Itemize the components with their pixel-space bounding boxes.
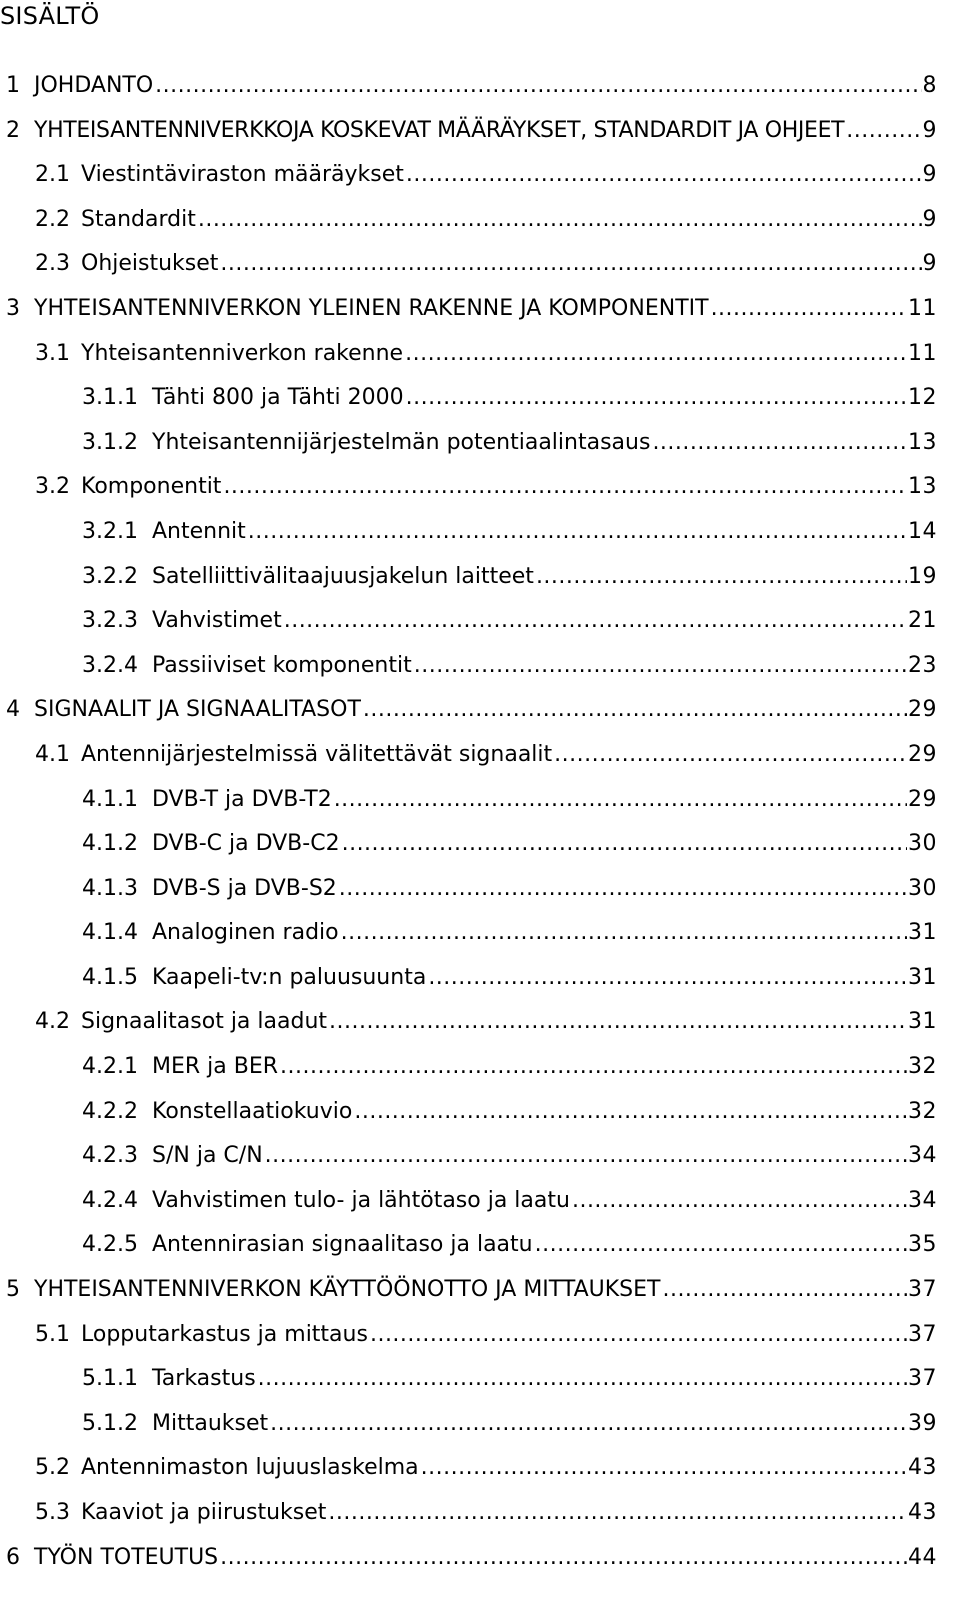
- toc-entry-page: 9: [922, 117, 937, 143]
- toc-entry-number: 2.3: [35, 251, 70, 277]
- toc-entry[interactable]: [0, 287, 937, 332]
- toc-dot-leader: [652, 421, 907, 465]
- toc-dot-leader: [405, 332, 907, 376]
- toc-entry-page: 9: [922, 162, 937, 188]
- toc-entry-page: 9: [922, 251, 937, 277]
- toc-entry-number: 2: [6, 117, 20, 143]
- toc-dot-leader: [248, 510, 907, 554]
- toc-entry[interactable]: [0, 1223, 937, 1268]
- toc-dot-leader: [662, 1268, 907, 1312]
- toc-entry-number: 4.2.1: [82, 1054, 138, 1080]
- toc-entry-title: Standardit: [81, 206, 196, 232]
- toc-entry-title: SIGNAALIT JA SIGNAALITASOT: [34, 697, 361, 723]
- toc-entry[interactable]: [0, 1446, 937, 1491]
- toc-entry-title: YHTEISANTENNIVERKON KÄYTTÖÖNOTTO JA MITTAUKSET: [34, 1277, 661, 1303]
- toc-entry-page: 30: [908, 831, 937, 857]
- toc-entry-number: 3.1: [35, 340, 70, 366]
- toc-dot-leader: [711, 287, 907, 331]
- toc-entry-page: 29: [908, 741, 937, 767]
- toc-entry-page: 8: [922, 73, 937, 98]
- toc-entry[interactable]: [0, 332, 937, 377]
- toc-dot-leader: [414, 644, 907, 688]
- toc-entry[interactable]: [0, 465, 937, 510]
- toc-dot-leader: [428, 956, 907, 1000]
- toc-entry-number: 3.2.2: [82, 563, 138, 589]
- toc-dot-leader: [370, 1313, 907, 1357]
- toc-dot-leader: [223, 465, 907, 509]
- toc-entry-number: 5: [6, 1277, 20, 1303]
- toc-entry-title: Lopputarkastus ja mittaus: [81, 1321, 368, 1347]
- toc-entry-number: 4.1.5: [82, 964, 138, 990]
- toc-entry-number: 6: [6, 1544, 20, 1570]
- toc-entry-number: 4.1.3: [82, 875, 138, 901]
- toc-dot-leader: [198, 198, 922, 242]
- toc-entry-page: 34: [908, 1187, 937, 1213]
- toc-dot-leader: [846, 109, 921, 153]
- toc-entry[interactable]: [0, 1313, 937, 1358]
- toc-entry-title: Viestintäviraston määräykset: [81, 162, 404, 188]
- toc-entry[interactable]: [0, 1491, 937, 1536]
- toc-entry-number: 4.1: [35, 741, 70, 767]
- toc-entry-title: Analoginen radio: [152, 920, 339, 946]
- toc-entry-page: 32: [908, 1098, 937, 1124]
- toc-entry-number: 4.1.4: [82, 920, 138, 946]
- toc-entry-title: Mittaukset: [152, 1410, 269, 1436]
- toc-entry-page: 37: [908, 1321, 937, 1347]
- toc-entry-number: 4.2.2: [82, 1098, 138, 1124]
- toc-dot-leader: [334, 778, 907, 822]
- toc-entry-page: 13: [908, 474, 937, 500]
- toc-dot-leader: [265, 1134, 907, 1178]
- toc-entry-number: 3: [6, 295, 20, 321]
- toc-entry[interactable]: [0, 599, 937, 644]
- toc-list: [0, 64, 937, 1580]
- toc-entry-title: Antennit: [152, 518, 246, 544]
- toc-entry-title: DVB-S ja DVB-S2: [152, 875, 337, 901]
- toc-entry[interactable]: [0, 911, 937, 956]
- toc-dot-leader: [220, 242, 921, 286]
- toc-entry-page: 9: [922, 206, 937, 232]
- toc-entry[interactable]: [0, 109, 937, 154]
- toc-entry-title: Yhteisantenniverkon rakenne: [81, 340, 404, 366]
- toc-dot-leader: [339, 867, 907, 911]
- toc-entry-page: 23: [908, 652, 937, 678]
- toc-entry-page: 37: [908, 1277, 937, 1303]
- toc-entry-title: Tarkastus: [152, 1366, 256, 1392]
- toc-dot-leader: [536, 555, 907, 599]
- toc-entry-page: 32: [908, 1054, 937, 1080]
- toc-entry[interactable]: [0, 64, 937, 109]
- toc-entry-title: Kaapeli-tv:n paluusuunta: [152, 964, 427, 990]
- toc-entry-number: 4.2.3: [82, 1143, 138, 1169]
- toc-entry-title: Kaaviot ja piirustukset: [81, 1500, 327, 1525]
- toc-entry-number: 3.2: [35, 474, 70, 500]
- toc-entry[interactable]: [0, 510, 937, 555]
- toc-entry[interactable]: [0, 1045, 937, 1090]
- toc-entry-title: DVB-T ja DVB-T2: [152, 786, 332, 812]
- toc-entry-page: 44: [908, 1544, 937, 1570]
- toc-dot-leader: [328, 1491, 907, 1535]
- toc-entry-title: Satelliittivälitaajuusjakelun laitteet: [152, 563, 534, 589]
- toc-entry-title: DVB-C ja DVB-C2: [152, 831, 340, 857]
- toc-entry-page: 11: [908, 340, 937, 366]
- toc-dot-leader: [329, 1000, 907, 1044]
- toc-entry-page: 37: [908, 1366, 937, 1392]
- toc-entry-title: MER ja BER: [152, 1054, 279, 1080]
- toc-entry[interactable]: [0, 1402, 937, 1447]
- toc-entry-title: Konstellaatiokuvio: [152, 1098, 353, 1124]
- toc-entry-page: 21: [908, 608, 937, 634]
- toc-entry[interactable]: [0, 242, 937, 287]
- toc-entry-page: 31: [908, 1009, 937, 1035]
- toc-entry-number: 4.2.5: [82, 1232, 138, 1258]
- toc-entry[interactable]: [0, 1268, 937, 1313]
- toc-entry-title: YHTEISANTENNIVERKON YLEINEN RAKENNE JA KOMPONENTIT: [34, 295, 709, 321]
- toc-entry-number: 4.2.4: [82, 1187, 138, 1213]
- toc-entry-page: 11: [908, 295, 937, 321]
- toc-entry-title: Passiiviset komponentit: [152, 652, 412, 678]
- toc-entry-number: 3.1.1: [82, 385, 138, 411]
- toc-entry-title: JOHDANTO: [34, 73, 154, 98]
- toc-entry-title: S/N ja C/N: [152, 1143, 263, 1169]
- toc-entry[interactable]: [0, 1000, 937, 1045]
- toc-entry-title: YHTEISANTENNIVERKKOJA KOSKEVAT MÄÄRÄYKSET, STANDARDIT JA OHJEET: [34, 117, 845, 143]
- toc-entry-page: 34: [908, 1143, 937, 1169]
- toc-dot-leader: [572, 1179, 907, 1223]
- toc-dot-leader: [554, 733, 907, 777]
- toc-entry[interactable]: [0, 421, 937, 466]
- toc-entry[interactable]: [0, 1090, 937, 1135]
- toc-entry-number: 3.2.3: [82, 608, 138, 634]
- toc-entry-page: 39: [908, 1410, 937, 1436]
- toc-entry-number: 5.1.2: [82, 1410, 138, 1436]
- toc-entry-page: 19: [908, 563, 937, 589]
- toc-entry[interactable]: [0, 1536, 937, 1581]
- toc-entry-page: 12: [908, 385, 937, 411]
- toc-entry-page: 29: [908, 697, 937, 723]
- toc-entry-page: 35: [908, 1232, 937, 1258]
- toc-dot-leader: [342, 822, 907, 866]
- toc-entry-title: Yhteisantennijärjestelmän potentiaalintasaus: [152, 429, 651, 455]
- toc-heading: SISÄLTÖ: [0, 2, 100, 30]
- toc-entry-page: 29: [908, 786, 937, 812]
- toc-dot-leader: [406, 376, 907, 420]
- toc-entry[interactable]: [0, 555, 937, 600]
- toc-dot-leader: [258, 1357, 907, 1401]
- toc-entry-title: Tähti 800 ja Tähti 2000: [152, 385, 404, 411]
- toc-entry[interactable]: [0, 733, 937, 778]
- toc-entry-number: 3.2.4: [82, 652, 138, 678]
- toc-entry-title: Ohjeistukset: [81, 251, 219, 277]
- toc-entry-page: 43: [908, 1500, 937, 1525]
- toc-dot-leader: [220, 1536, 907, 1580]
- toc-dot-leader: [284, 599, 907, 643]
- toc-entry-number: 5.3: [35, 1500, 70, 1525]
- toc-dot-leader: [406, 153, 922, 197]
- toc-entry[interactable]: [0, 688, 937, 733]
- toc-entry-page: 31: [908, 920, 937, 946]
- toc-entry-page: 13: [908, 429, 937, 455]
- toc-entry-page: 30: [908, 875, 937, 901]
- toc-entry-page: 14: [908, 518, 937, 544]
- toc-entry-number: 5.1: [35, 1321, 70, 1347]
- toc-entry-title: Vahvistimen tulo- ja lähtötaso ja laatu: [152, 1187, 570, 1213]
- toc-entry-number: 2.1: [35, 162, 70, 188]
- toc-entry[interactable]: [0, 1357, 937, 1402]
- toc-entry-title: Antennijärjestelmissä välitettävät signaalit: [81, 741, 553, 767]
- toc-entry-number: 4.1.2: [82, 831, 138, 857]
- toc-entry[interactable]: [0, 822, 937, 867]
- toc-entry-page: 31: [908, 964, 937, 990]
- toc-entry-page: 43: [908, 1455, 937, 1481]
- toc-entry-title: Antennimaston lujuuslaskelma: [81, 1455, 419, 1481]
- toc-dot-leader: [270, 1402, 907, 1446]
- toc-entry[interactable]: [0, 778, 937, 823]
- toc-dot-leader: [363, 688, 907, 732]
- toc-entry-number: 4.1.1: [82, 786, 138, 812]
- toc-entry-title: TYÖN TOTEUTUS: [34, 1544, 219, 1570]
- toc-entry-number: 2.2: [35, 206, 70, 232]
- toc-entry[interactable]: [0, 153, 937, 198]
- toc-entry[interactable]: [0, 1134, 937, 1179]
- toc-entry-title: Signaalitasot ja laadut: [81, 1009, 328, 1035]
- toc-dot-leader: [354, 1090, 907, 1134]
- toc-entry[interactable]: [0, 1179, 937, 1224]
- toc-entry-title: Komponentit: [81, 474, 222, 500]
- toc-entry-title: Vahvistimet: [152, 608, 282, 634]
- toc-entry-number: 5.2: [35, 1455, 70, 1481]
- toc-entry-number: 5.1.1: [82, 1366, 138, 1392]
- toc-dot-leader: [341, 911, 907, 955]
- toc-entry-number: 3.1.2: [82, 429, 138, 455]
- toc-dot-leader: [155, 64, 921, 108]
- toc-entry-number: 4.2: [35, 1009, 70, 1035]
- toc-entry[interactable]: [0, 956, 937, 1001]
- toc-entry-number: 4: [6, 697, 20, 723]
- toc-entry[interactable]: [0, 198, 937, 243]
- toc-dot-leader: [535, 1223, 907, 1267]
- toc-dot-leader: [280, 1045, 907, 1089]
- toc-entry-number: 1: [6, 73, 20, 98]
- toc-dot-leader: [421, 1446, 907, 1490]
- toc-entry[interactable]: [0, 867, 937, 912]
- toc-entry[interactable]: [0, 376, 937, 421]
- toc-entry-number: 3.2.1: [82, 518, 138, 544]
- toc-entry-title: Antennirasian signaalitaso ja laatu: [152, 1232, 533, 1258]
- toc-entry[interactable]: [0, 644, 937, 689]
